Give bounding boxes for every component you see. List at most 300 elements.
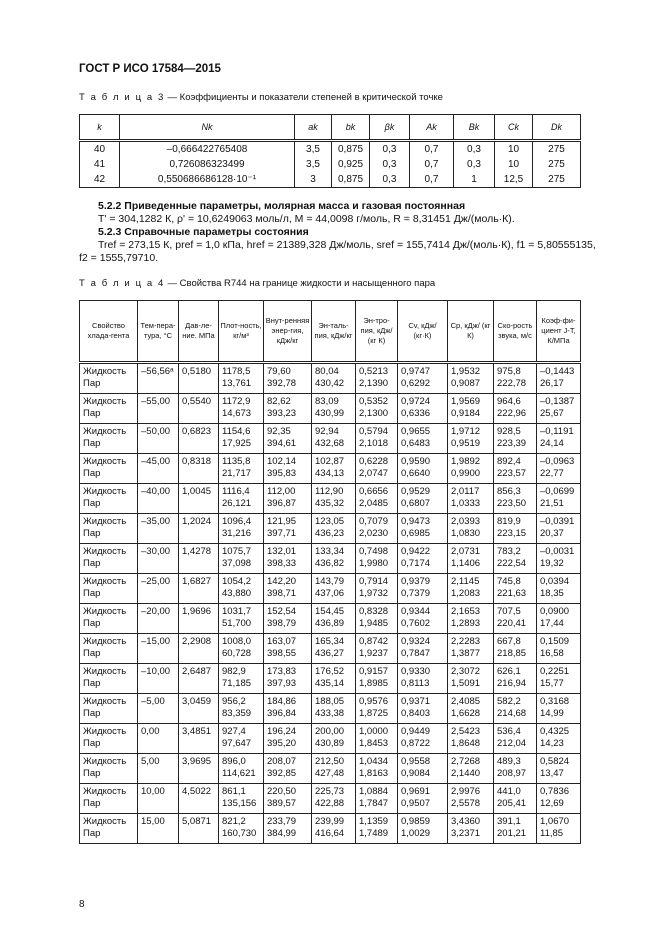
vapor-value: 11,85 (540, 828, 564, 839)
liquid-value: 856,3 (497, 486, 521, 497)
liquid-value: 0,5824 (540, 756, 570, 767)
value-cell (312, 754, 356, 784)
section-heading: 5.2.2 Приведенные параметры, молярная масса и газовая постоянная (98, 200, 466, 212)
table-cell: 0,875 (332, 172, 370, 188)
liquid-value: 80,04 (315, 366, 339, 377)
value-cell (219, 664, 264, 694)
column-header: Свойство хлада-гента (80, 301, 138, 363)
value-cell (494, 664, 537, 694)
vapor-value: 416,64 (315, 828, 345, 839)
vapor-value: 24,14 (540, 438, 564, 449)
vapor-value: 17,925 (222, 438, 252, 449)
table-row (80, 544, 581, 574)
table-cell: 0,875 (332, 141, 370, 158)
vapor-value: 433,38 (315, 708, 345, 719)
liquid-value: 0,0394 (540, 576, 570, 587)
pressure-cell: 3,9695 (179, 754, 219, 784)
phase-cell (80, 814, 138, 844)
liquid-value: 0,6228 (359, 456, 389, 467)
phase-liquid: Жидкость (83, 636, 127, 647)
vapor-value: 397,93 (267, 678, 297, 689)
phase-vapor: Пар (83, 468, 101, 479)
liquid-value: 0,9371 (401, 696, 431, 707)
table-row (80, 172, 581, 188)
value-cell (494, 484, 537, 514)
vapor-value: 1,2083 (451, 588, 481, 599)
column-header: Эн-тро-пия, кДж/ (кг К) (356, 301, 398, 363)
value-cell (537, 544, 581, 574)
liquid-value: 2,1653 (451, 606, 481, 617)
liquid-value: 0,7079 (359, 516, 389, 527)
value-cell (219, 724, 264, 754)
table-row (80, 574, 581, 604)
phase-cell (80, 544, 138, 574)
vapor-value: 434,13 (315, 468, 345, 479)
value-cell (264, 664, 312, 694)
value-cell (312, 484, 356, 514)
vapor-value: 1,9237 (359, 648, 389, 659)
phase-cell (80, 363, 138, 394)
vapor-value: 384,99 (267, 828, 297, 839)
value-cell (398, 484, 448, 514)
value-cell (312, 363, 356, 394)
liquid-value: 536,4 (497, 726, 521, 737)
table-cell: 0,7 (410, 157, 454, 172)
value-cell (398, 363, 448, 394)
vapor-value: 395,20 (267, 738, 297, 749)
value-cell (448, 424, 494, 454)
vapor-value: 205,41 (497, 798, 527, 809)
value-cell (219, 754, 264, 784)
pressure-cell: 2,2908 (179, 634, 219, 664)
pressure-cell: 0,6823 (179, 424, 219, 454)
temperature-cell: –25,00 (138, 574, 179, 604)
liquid-value: 83,09 (315, 396, 339, 407)
value-cell (537, 694, 581, 724)
liquid-value: 2,5423 (451, 726, 481, 737)
value-cell (312, 574, 356, 604)
value-cell (264, 814, 312, 844)
phase-cell (80, 424, 138, 454)
table4-caption-label: Т а б л и ц а 4 (79, 278, 165, 289)
vapor-value: 14,673 (222, 408, 252, 419)
vapor-value: 220,41 (497, 618, 527, 629)
liquid-value: 0,7836 (540, 786, 570, 797)
table-cell: 10 (495, 157, 533, 172)
liquid-value: 2,2283 (451, 636, 481, 647)
temperature-cell: –10,00 (138, 664, 179, 694)
vapor-value: 221,63 (497, 588, 527, 599)
liquid-value: 819,9 (497, 516, 521, 527)
liquid-value: 92,35 (267, 426, 291, 437)
value-cell (494, 574, 537, 604)
vapor-value: 2,0747 (359, 468, 389, 479)
value-cell (356, 724, 398, 754)
phase-liquid: Жидкость (83, 576, 127, 587)
value-cell (356, 544, 398, 574)
section-text: T' = 304,1282 К, ρ' = 10,6249063 моль/л, M = 44,0098 г/моль, R = 8,31451 Дж/(моль·К). (98, 213, 515, 225)
vapor-value: 1,9485 (359, 618, 389, 629)
vapor-value: 1,0029 (401, 828, 431, 839)
value-cell (264, 574, 312, 604)
vapor-value: 392,78 (267, 378, 297, 389)
page-number: 8 (79, 899, 85, 910)
phase-liquid: Жидкость (83, 666, 127, 677)
temperature-cell: 0,00 (138, 724, 179, 754)
value-cell (356, 363, 398, 394)
liquid-value: 975,8 (497, 366, 521, 377)
vapor-value: 3,2371 (451, 828, 481, 839)
table-row (80, 484, 581, 514)
vapor-value: 60,728 (222, 648, 252, 659)
column-header: Тем-пера-тура, °С (138, 301, 179, 363)
liquid-value: 188,05 (315, 696, 345, 707)
liquid-value: 2,7268 (451, 756, 481, 767)
temperature-cell: –56,56ᵃ (138, 363, 179, 394)
phase-vapor: Пар (83, 798, 101, 809)
value-cell (537, 724, 581, 754)
pressure-cell: 4,5022 (179, 784, 219, 814)
value-cell (356, 664, 398, 694)
liquid-value: 225,73 (315, 786, 345, 797)
vapor-value: 2,5578 (451, 798, 481, 809)
liquid-value: 821,2 (222, 816, 246, 827)
value-cell (537, 784, 581, 814)
vapor-value: 83,359 (222, 708, 252, 719)
liquid-value: 896,0 (222, 756, 246, 767)
value-cell (312, 514, 356, 544)
pressure-cell: 1,9696 (179, 604, 219, 634)
phase-cell (80, 754, 138, 784)
phase-vapor: Пар (83, 678, 101, 689)
liquid-value: 176,52 (315, 666, 345, 677)
vapor-value: 398,71 (267, 588, 297, 599)
vapor-value: 1,8725 (359, 708, 389, 719)
value-cell (398, 694, 448, 724)
phase-liquid: Жидкость (83, 486, 127, 497)
liquid-value: 121,95 (267, 516, 297, 527)
vapor-value: 216,94 (497, 678, 527, 689)
value-cell (448, 814, 494, 844)
vapor-value: 160,730 (222, 828, 257, 839)
liquid-value: –0,0699 (540, 486, 575, 497)
temperature-cell: 5,00 (138, 754, 179, 784)
vapor-value: 208,97 (497, 768, 527, 779)
table-cell: 12,5 (495, 172, 533, 188)
value-cell (398, 724, 448, 754)
vapor-value: 1,8453 (359, 738, 389, 749)
liquid-value: 92,94 (315, 426, 339, 437)
table3-caption-text: — Коэффициенты и показатели степеней в критической точке (164, 92, 443, 103)
value-cell (448, 544, 494, 574)
liquid-value: 239,99 (315, 816, 345, 827)
table-row (80, 784, 581, 814)
liquid-value: 132,01 (267, 546, 297, 557)
value-cell (398, 754, 448, 784)
liquid-value: 0,9330 (401, 666, 431, 677)
phase-liquid: Жидкость (83, 546, 127, 557)
liquid-value: 1178,5 (222, 366, 251, 377)
phase-liquid: Жидкость (83, 366, 127, 377)
vapor-value: 2,0485 (359, 498, 389, 509)
phase-cell (80, 394, 138, 424)
value-cell (356, 424, 398, 454)
liquid-value: 0,7914 (359, 576, 389, 587)
value-cell (356, 694, 398, 724)
vapor-value: 0,9084 (401, 768, 431, 779)
vapor-value: 51,700 (222, 618, 252, 629)
vapor-value: 0,6336 (401, 408, 431, 419)
value-cell (448, 454, 494, 484)
vapor-value: 427,48 (315, 768, 345, 779)
vapor-value: 0,6640 (401, 468, 431, 479)
value-cell (264, 724, 312, 754)
value-cell (219, 604, 264, 634)
table-cell: 3 (295, 172, 332, 188)
table-cell: 3,5 (295, 141, 332, 158)
value-cell (537, 484, 581, 514)
table-row (80, 754, 581, 784)
value-cell (494, 694, 537, 724)
value-cell (264, 634, 312, 664)
value-cell (448, 634, 494, 664)
value-cell (448, 664, 494, 694)
table-cell: 1 (454, 172, 495, 188)
liquid-value: 2,3072 (451, 666, 481, 677)
phase-liquid: Жидкость (83, 786, 127, 797)
value-cell (494, 363, 537, 394)
liquid-value: 2,0731 (451, 546, 481, 557)
pressure-cell: 1,0045 (179, 484, 219, 514)
phase-vapor: Пар (83, 618, 101, 629)
vapor-value: 1,8163 (359, 768, 389, 779)
liquid-value: 79,60 (267, 366, 291, 377)
value-cell (264, 454, 312, 484)
column-header: Ско-рость звука, м/с (494, 301, 537, 363)
liquid-value: 0,7498 (359, 546, 389, 557)
vapor-value: 392,85 (267, 768, 297, 779)
value-cell (537, 634, 581, 664)
section-text: Tref = 273,15 К, pref = 1,0 кПа, href = 21389,328 Дж/моль, sref = 155,7414 Дж/(моль·К), f1 = 5,80555135, (98, 239, 596, 251)
liquid-value: 582,2 (497, 696, 521, 707)
liquid-value: 102,14 (267, 456, 297, 467)
liquid-value: 233,79 (267, 816, 297, 827)
value-cell (264, 784, 312, 814)
liquid-value: 82,62 (267, 396, 291, 407)
liquid-value: 0,9379 (401, 576, 431, 587)
liquid-value: 745,8 (497, 576, 521, 587)
value-cell (448, 574, 494, 604)
vapor-value: 430,99 (315, 408, 345, 419)
liquid-value: 626,1 (497, 666, 521, 677)
vapor-value: 13,47 (540, 768, 564, 779)
value-cell (264, 394, 312, 424)
liquid-value: 0,9655 (401, 426, 431, 437)
vapor-value: 436,82 (315, 558, 345, 569)
column-header: βk (370, 115, 410, 141)
value-cell (264, 694, 312, 724)
temperature-cell: 15,00 (138, 814, 179, 844)
liquid-value: 0,9724 (401, 396, 431, 407)
value-cell (264, 424, 312, 454)
liquid-value: 927,4 (222, 726, 246, 737)
vapor-value: 1,2893 (451, 618, 481, 629)
liquid-value: 1,0670 (540, 816, 570, 827)
table-cell: 275 (533, 172, 581, 188)
phase-liquid: Жидкость (83, 426, 127, 437)
value-cell (537, 754, 581, 784)
table-row (80, 454, 581, 484)
vapor-value: 21,51 (540, 498, 564, 509)
r744-properties-table (79, 300, 581, 844)
liquid-value: 1031,7 (222, 606, 252, 617)
liquid-value: –0,0391 (540, 516, 575, 527)
value-cell (448, 754, 494, 784)
vapor-value: 22,77 (540, 468, 564, 479)
vapor-value: 31,216 (222, 528, 252, 539)
vapor-value: 25,67 (540, 408, 564, 419)
vapor-value: 1,0333 (451, 498, 481, 509)
temperature-cell: –15,00 (138, 634, 179, 664)
column-header: Коэф-фи-циент J-T, К/МПа (537, 301, 581, 363)
vapor-value: 16,58 (540, 648, 564, 659)
value-cell (356, 454, 398, 484)
table-cell: 0,3 (454, 141, 495, 158)
vapor-value: 0,6807 (401, 498, 431, 509)
table-row (80, 604, 581, 634)
value-cell (398, 454, 448, 484)
liquid-value: 142,20 (267, 576, 297, 587)
liquid-value: 1135,8 (222, 456, 251, 467)
phase-vapor: Пар (83, 768, 101, 779)
liquid-value: 1096,4 (222, 516, 252, 527)
vapor-value: 397,71 (267, 528, 297, 539)
liquid-value: 964,6 (497, 396, 521, 407)
liquid-value: 861,1 (222, 786, 246, 797)
liquid-value: 489,3 (497, 756, 521, 767)
value-cell (264, 604, 312, 634)
phase-vapor: Пар (83, 588, 101, 599)
vapor-value: 2,1300 (359, 408, 389, 419)
liquid-value: 165,34 (315, 636, 345, 647)
value-cell (494, 454, 537, 484)
value-cell (312, 694, 356, 724)
liquid-value: 1172,9 (222, 396, 251, 407)
vapor-value: 422,88 (315, 798, 345, 809)
liquid-value: 2,4085 (451, 696, 481, 707)
liquid-value: 1,9532 (451, 366, 481, 377)
phase-cell (80, 604, 138, 634)
liquid-value: 1075,7 (222, 546, 252, 557)
table4-caption (79, 278, 435, 289)
vapor-value: 0,9184 (451, 408, 481, 419)
table-row (80, 394, 581, 424)
column-header: k (80, 115, 120, 141)
liquid-value: 1008,0 (222, 636, 252, 647)
value-cell (219, 784, 264, 814)
value-cell (219, 634, 264, 664)
liquid-value: 0,9324 (401, 636, 431, 647)
value-cell (356, 604, 398, 634)
table-row (80, 694, 581, 724)
vapor-value: 1,3877 (451, 648, 481, 659)
column-header: Дав-ле-ние. МПа (179, 301, 219, 363)
value-cell (219, 694, 264, 724)
table-row (80, 664, 581, 694)
value-cell (448, 724, 494, 754)
value-cell (356, 484, 398, 514)
value-cell (264, 544, 312, 574)
liquid-value: –0,1443 (540, 366, 575, 377)
vapor-value: 37,098 (222, 558, 252, 569)
pressure-cell: 5,0871 (179, 814, 219, 844)
value-cell (312, 454, 356, 484)
vapor-value: 2,1440 (451, 768, 481, 779)
pressure-cell: 3,4851 (179, 724, 219, 754)
table3-caption-label: Т а б л и ц а 3 (79, 92, 165, 103)
liquid-value: 2,9976 (451, 786, 481, 797)
table-cell: 0,550686686128·10⁻¹ (120, 172, 295, 188)
table-cell: 0,925 (332, 157, 370, 172)
liquid-value: 143,79 (315, 576, 345, 587)
vapor-value: 214,68 (497, 708, 527, 719)
liquid-value: 152,54 (267, 606, 297, 617)
value-cell (448, 363, 494, 394)
liquid-value: 3,4360 (451, 816, 481, 827)
value-cell (312, 724, 356, 754)
vapor-value: 218,85 (497, 648, 527, 659)
value-cell (537, 394, 581, 424)
value-cell (537, 424, 581, 454)
value-cell (448, 604, 494, 634)
liquid-value: –0,0031 (540, 546, 575, 557)
vapor-value: 396,84 (267, 708, 297, 719)
vapor-value: 223,39 (497, 438, 527, 449)
vapor-value: 393,23 (267, 408, 297, 419)
table-cell: 0,726086323499 (120, 157, 295, 172)
value-cell (219, 424, 264, 454)
value-cell (219, 574, 264, 604)
phase-vapor: Пар (83, 648, 101, 659)
value-cell (356, 394, 398, 424)
liquid-value: 208,07 (267, 756, 297, 767)
section-5-2-2 (79, 200, 619, 265)
vapor-value: 15,77 (540, 678, 564, 689)
value-cell (219, 394, 264, 424)
phase-vapor: Пар (83, 438, 101, 449)
value-cell (398, 814, 448, 844)
value-cell (537, 814, 581, 844)
table-row (80, 157, 581, 172)
liquid-value: 1,0884 (359, 786, 389, 797)
vapor-value: 436,27 (315, 648, 345, 659)
liquid-value: 0,9576 (359, 696, 389, 707)
table-cell: 0,3 (370, 172, 410, 188)
phase-vapor: Пар (83, 708, 101, 719)
liquid-value: 0,9157 (359, 666, 389, 677)
liquid-value: 1054,2 (222, 576, 252, 587)
value-cell (537, 604, 581, 634)
value-cell (448, 694, 494, 724)
value-cell (219, 514, 264, 544)
liquid-value: 102,87 (315, 456, 345, 467)
liquid-value: 1,9892 (451, 456, 481, 467)
vapor-value: 43,880 (222, 588, 252, 599)
value-cell (494, 754, 537, 784)
liquid-value: 0,9558 (401, 756, 431, 767)
table-cell: 0,7 (410, 141, 454, 158)
vapor-value: 0,9507 (401, 798, 431, 809)
